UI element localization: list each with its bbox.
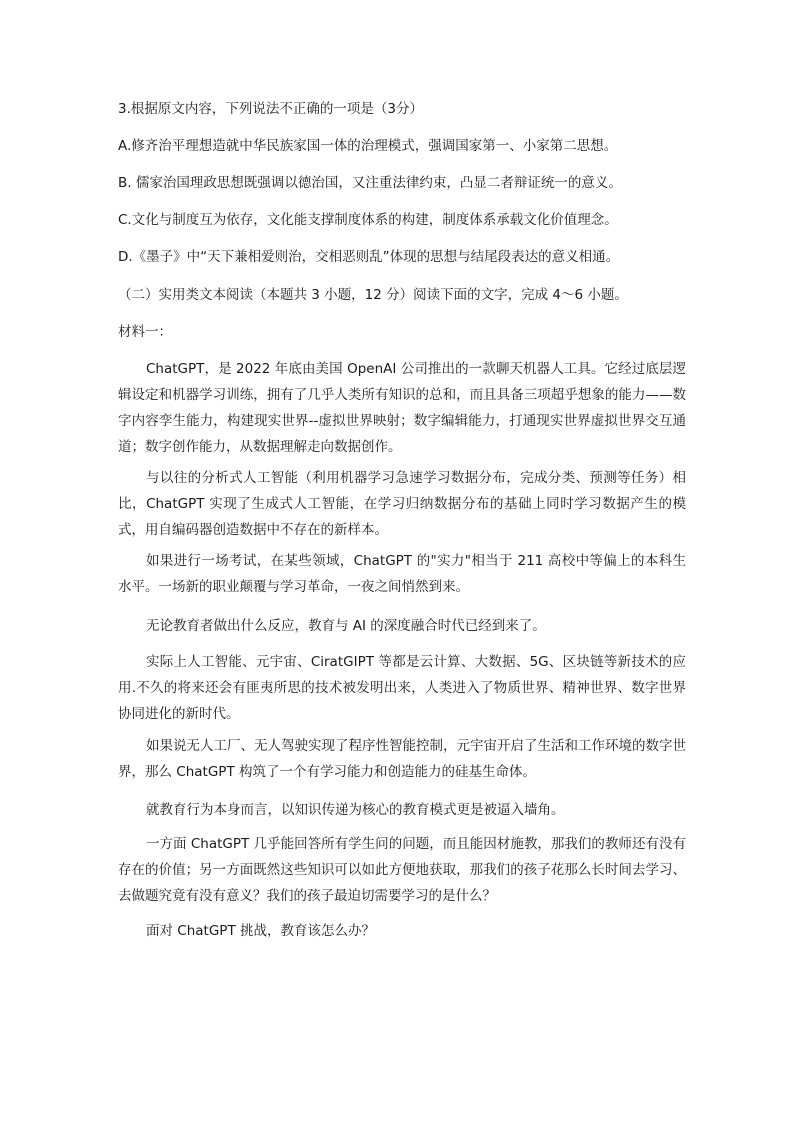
section-heading: （二）实用类文本阅读（本题共 3 小题，12 分）阅读下面的文字，完成 4～6 小题。 [118, 287, 628, 303]
question-3-option-b: B. 儒家治国理政思想既强调以德治国，又注重法律约束，凸显二者辩证统一的意义。 [118, 175, 622, 191]
question-3-option-a: A.修齐治平理想造就中华民族家国一体的治理模式，强调国家第一、小家第二思想。 [118, 138, 618, 154]
paragraph-7: 就教育行为本身而言，以知识传递为核心的教育模式更是被逼入墙角。 [146, 802, 565, 818]
question-3-option-d: D.《墨子》中“天下兼相爱则治，交相恶则乱”体现的思想与结尾段表达的意义相通。 [118, 249, 620, 265]
paragraph-3: 如果进行一场考试，在某些领域，ChatGPT 的"实力"相当于 211 高校中等偏上的本科生水平。一场新的职业颠覆与学习革命，一夜之间悄然到来。 [118, 553, 686, 595]
paragraph-9: 面对 ChatGPT 挑战，教育该怎么办？ [146, 923, 375, 939]
paragraph-1: ChatGPT，是 2022 年底由美国 OpenAI 公司推出的一款聊天机器人工具。它经过底层逻辑设定和机器学习训练，拥有了几乎人类所有知识的总和，而且具备三项超乎想象的能力——数字内容孪生能力，构建现实世界--虚拟世界映射；数字编辑能力，打通现实世界虚拟世界交互通道；数字创作能力，从数据理解走向数据创作。 [118, 361, 686, 455]
material-label: 材料一： [118, 324, 172, 340]
paragraph-4: 无论教育者做出什么反应，教育与 AI 的深度融合时代已经到来了。 [146, 618, 546, 634]
paragraph-5: 实际上人工智能、元宇宙、CiratGIPT 等都是云计算、大数据、5G、区块链等新技术的应用.不久的将来还会有匪夷所思的技术被发明出来，人类进入了物质世界、精神世界、数字世界协同进化的新时代。 [118, 654, 686, 722]
paragraph-8: 一方面 ChatGPT 几乎能回答所有学生问的问题，而且能因材施教，那我们的教师还有没有存在的价值；另一方面既然这些知识可以如此方便地获取，那我们的孩子花那么长时间去学习、去做题究竟有没有意义？我们的孩子最迫切需要学习的是什么？ [118, 836, 686, 904]
paragraph-2: 与以往的分析式人工智能（利用机器学习急速学习数据分布，完成分类、预测等任务）相比，ChatGPT 实现了生成式人工智能，在学习归纳数据分布的基础上同时学习数据产生的模式，用自编码器创造数据中不存在的新样本。 [118, 470, 686, 538]
question-3-stem: 3.根据原文内容，下列说法不正确的一项是（3分） [118, 101, 423, 117]
paragraph-6: 如果说无人工厂、无人驾驶实现了程序性智能控制，元宇宙开启了生活和工作环境的数字世界，那么 ChatGPT 构筑了一个有学习能力和创造能力的硅基生命体。 [118, 738, 686, 780]
question-3-option-c: C.文化与制度互为依存，文化能支撑制度体系的构建，制度体系承载文化价值理念。 [118, 212, 618, 228]
